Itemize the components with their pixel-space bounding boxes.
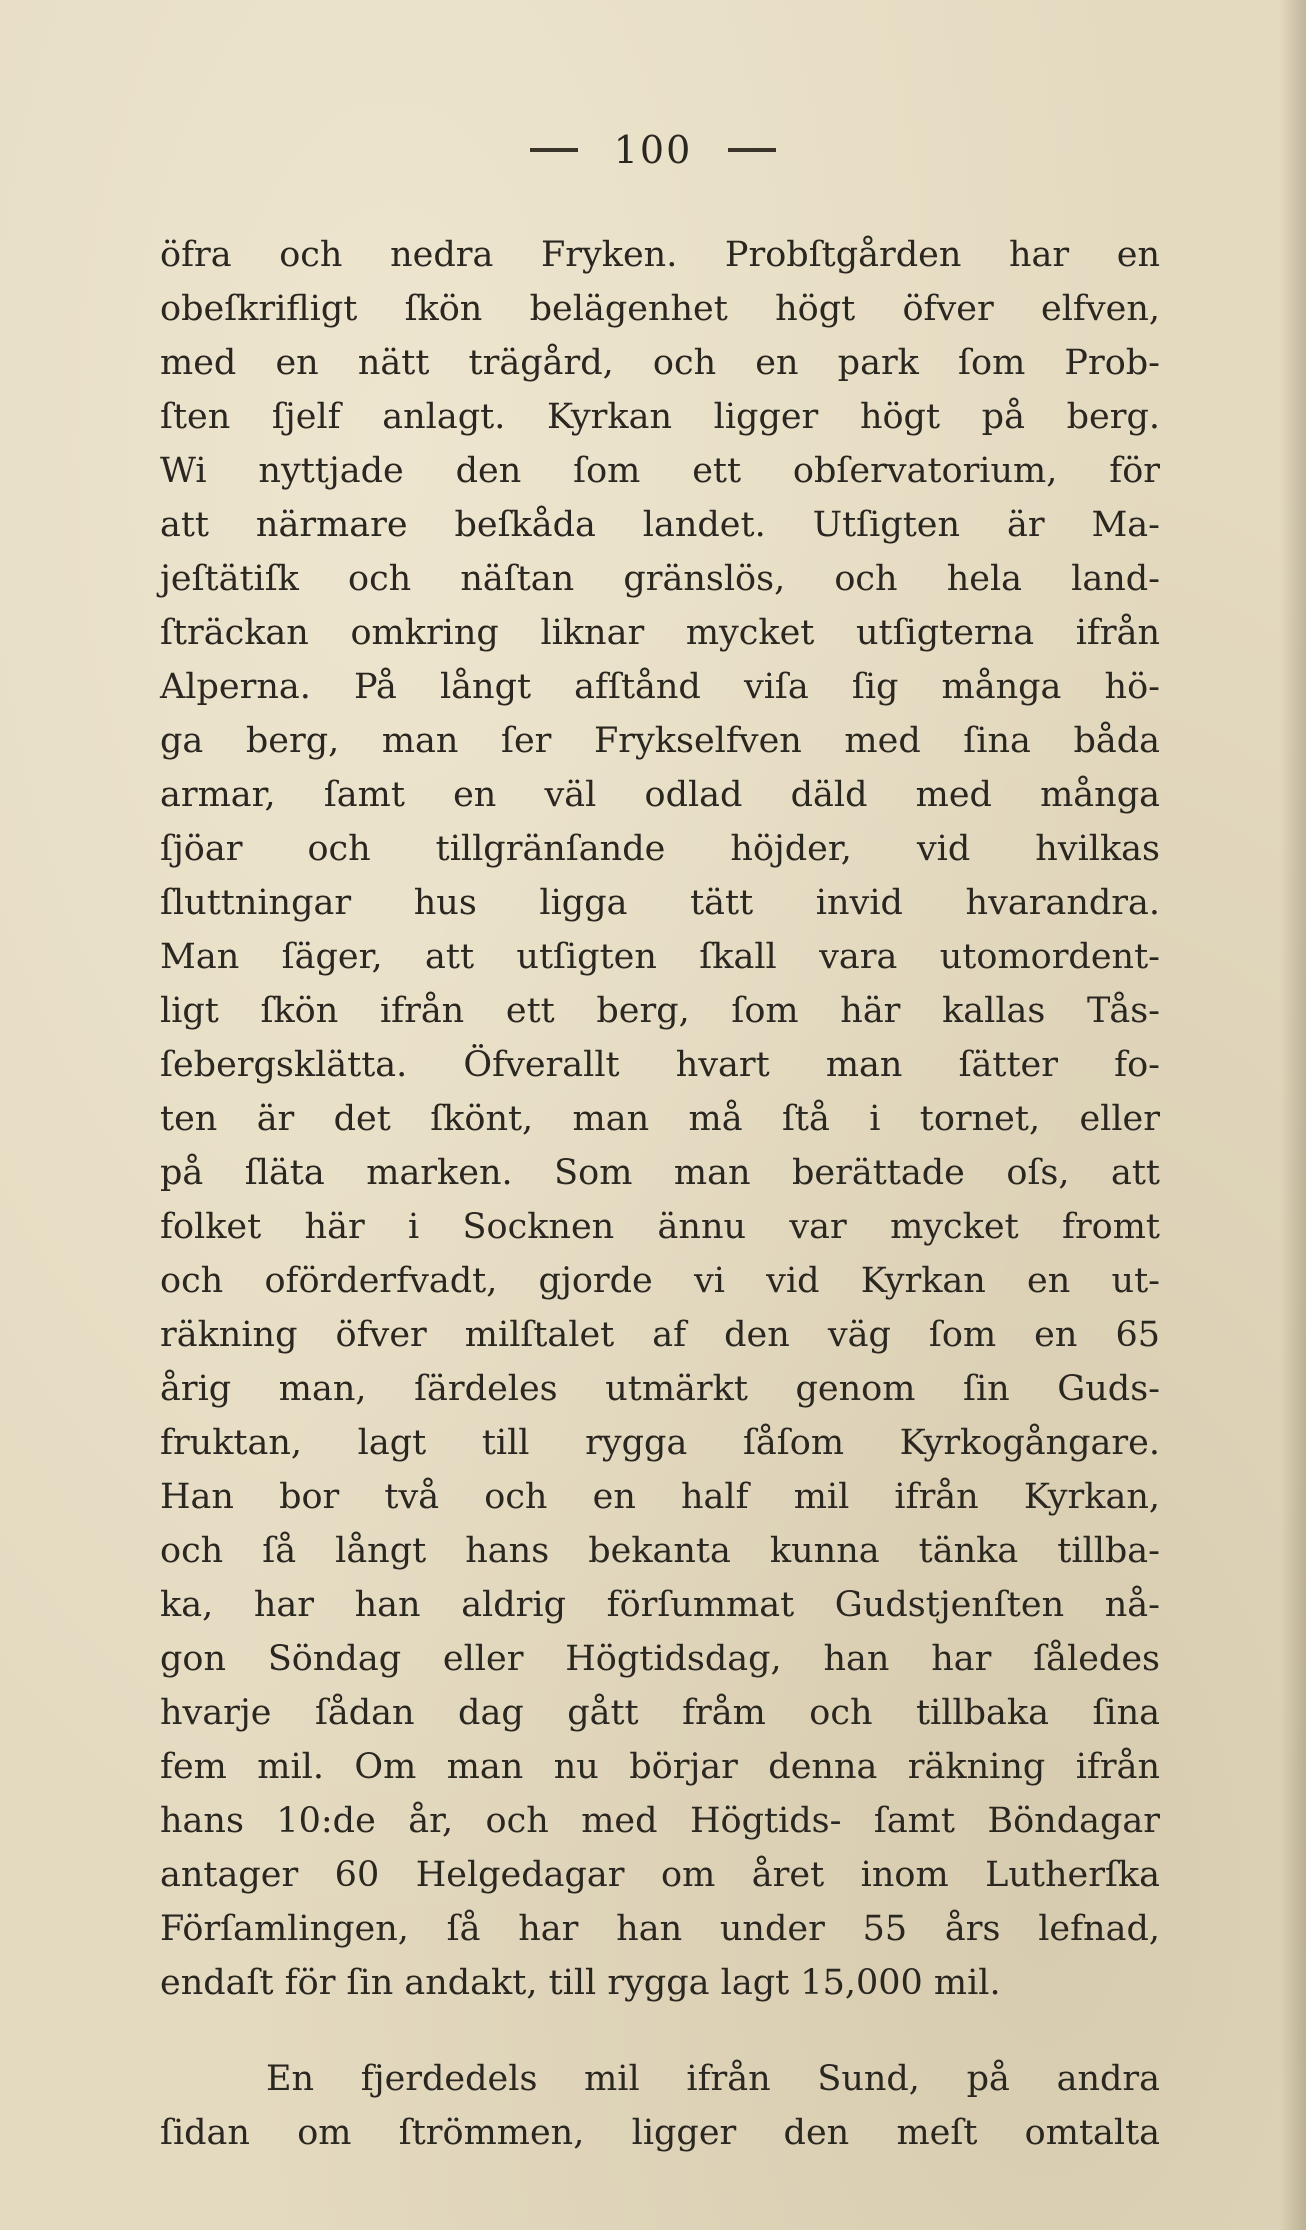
text-line: på ſläta marken. Som man berättade oſs, att: [160, 1153, 1160, 1193]
paragraph-gap: [160, 2010, 1160, 2052]
text-line: ligt ſkön ifrån ett berg, ſom här kallas Tås-: [160, 991, 1160, 1031]
header-rule-right: [728, 148, 776, 152]
text-line: ſjöar och tillgränſande höjder, vid hvilkas: [160, 829, 1160, 869]
text-line: att närmare beſkåda landet. Utſigten är Ma-: [160, 505, 1160, 545]
page-body: [160, 228, 1160, 2160]
text-line: endaſt för ſin andakt, till rygga lagt 15,000 mil.: [160, 1963, 1001, 2003]
text-line: gon Söndag eller Högtidsdag, han har ſåledes: [160, 1639, 1160, 1679]
text-line: obeſkrifligt ſkön belägenhet högt öfver elfven,: [160, 289, 1160, 329]
text-line: och oförderfvadt, gjorde vi vid Kyrkan en ut-: [160, 1261, 1160, 1301]
text-line: ga berg, man ſer Frykselfven med ſina båda: [160, 721, 1160, 761]
text-line: En fjerdedels mil ifrån Sund, på andra: [266, 2059, 1160, 2099]
text-line: Man ſäger, att utſigten ſkall vara utomordent-: [160, 937, 1160, 977]
text-line: folket här i Socknen ännu var mycket fromt: [160, 1207, 1160, 1247]
text-line: öfra och nedra Fryken. Probſtgården har en: [160, 235, 1160, 275]
text-line: fem mil. Om man nu börjar denna räkning ifrån: [160, 1747, 1160, 1787]
text-line: Alperna. På långt afſtånd viſa ſig många hö-: [160, 667, 1160, 707]
text-line: ſluttningar hus ligga tätt invid hvarandra.: [160, 883, 1160, 923]
text-line: jeſtätiſk och näſtan gränslös, och hela land-: [160, 559, 1160, 599]
page-edge-shadow: [1280, 0, 1306, 2230]
text-line: och ſå långt hans bekanta kunna tänka tillba-: [160, 1531, 1160, 1571]
page-header: [0, 128, 1306, 188]
text-line: räkning öfver milſtalet af den väg ſom en 65: [160, 1315, 1160, 1355]
paragraph: [160, 228, 1160, 2010]
text-line: Wi nyttjade den ſom ett obſervatorium, för: [160, 451, 1160, 491]
text-line: med en nätt trägård, och en park ſom Prob-: [160, 343, 1160, 383]
text-line: ſidan om ſtrömmen, ligger den meſt omtalta: [160, 2113, 1160, 2153]
text-line: ka, har han aldrig förſummat Gudstjenſten nå-: [160, 1585, 1160, 1625]
text-line: hans 10:de år, och med Högtids- ſamt Böndagar: [160, 1801, 1160, 1841]
text-line: ſten ſjelf anlagt. Kyrkan ligger högt på berg.: [160, 397, 1160, 437]
text-line: ſebergsklätta. Öfverallt hvart man ſätter fo-: [160, 1045, 1160, 1085]
text-line: årig man, ſärdeles utmärkt genom ſin Guds-: [160, 1369, 1160, 1409]
text-line: armar, ſamt en väl odlad däld med många: [160, 775, 1160, 815]
header-rule-left: [530, 148, 578, 152]
text-line: Han bor två och en half mil ifrån Kyrkan,: [160, 1477, 1160, 1517]
text-line: ſträckan omkring liknar mycket utſigterna ifrån: [160, 613, 1160, 653]
text-line: hvarje ſådan dag gått fråm och tillbaka ſina: [160, 1693, 1160, 1733]
text-line: fruktan, lagt till rygga ſåſom Kyrkogångare.: [160, 1423, 1160, 1463]
text-line: ten är det ſkönt, man må ſtå i tornet, eller: [160, 1099, 1160, 1139]
text-line: antager 60 Helgedagar om året inom Lutherſka: [160, 1855, 1160, 1895]
paragraph: [160, 2052, 1160, 2160]
page-number: 100: [613, 128, 693, 172]
text-line: Förſamlingen, ſå har han under 55 års lefnad,: [160, 1909, 1160, 1949]
